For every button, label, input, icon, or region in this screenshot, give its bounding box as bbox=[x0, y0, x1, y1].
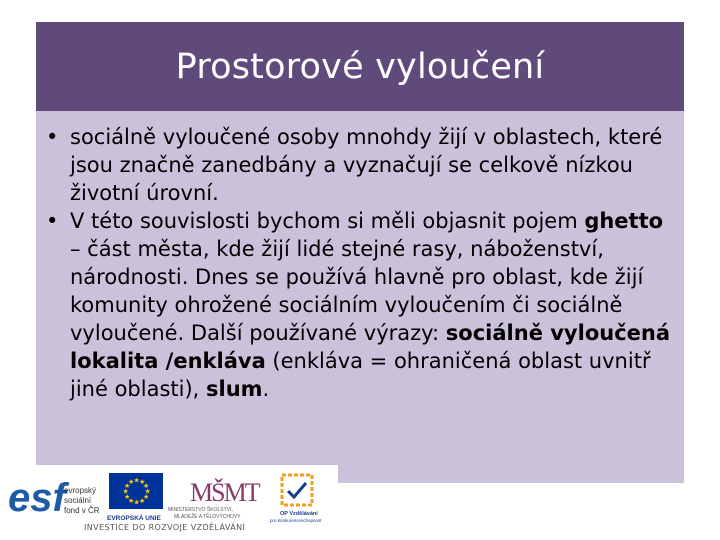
msmt-logo bbox=[168, 471, 268, 523]
eu-logo bbox=[107, 473, 167, 523]
eu-star-icon: ★ bbox=[143, 493, 150, 501]
eu-star-icon: ★ bbox=[122, 487, 129, 496]
msmt-caption-line-2: MLÁDEŽE A TĚLOVÝCHOVY bbox=[174, 514, 241, 520]
slide-title-bar bbox=[36, 22, 684, 111]
bullet-text: sociálně vyloučené osoby mnohdy žijí v oblastech, které jsou značně zanedbány a vyznačují se celkově nízkou životní úrovní. bbox=[70, 125, 663, 205]
esf-logo bbox=[8, 473, 104, 521]
esf-text-line-3: fond v ČR bbox=[64, 506, 100, 515]
eu-star-icon: ★ bbox=[123, 482, 131, 490]
op-logo bbox=[270, 473, 336, 525]
bullet-text: V této souvislosti bychom si měli objasnit pojem bbox=[70, 209, 585, 233]
bullet-text: – část města, kde žijí lidé stejné rasy, náboženství, národnosti. Dnes se používá hlavně pro oblast, kde žijí komunity ohrožené sociálním vyloučením či sociálně vyloučené. Další používané výrazy: bbox=[70, 237, 644, 345]
op-caption-line-1: OP Vzdělávání bbox=[280, 511, 318, 517]
check-icon bbox=[288, 483, 306, 497]
bullet-item bbox=[46, 123, 676, 207]
eu-star-icon: ★ bbox=[128, 497, 135, 506]
bold-term: slum bbox=[206, 377, 263, 401]
eu-star-icon: ★ bbox=[133, 476, 140, 485]
esf-text-line-1: evropský bbox=[64, 486, 97, 495]
op-caption-line-2: pro konkurenceschopnost bbox=[270, 518, 322, 523]
logo-strip bbox=[0, 465, 338, 540]
bold-term: sociálně vyloučená lokalita /enkláva bbox=[70, 321, 671, 373]
eu-star-icon: ★ bbox=[133, 498, 140, 507]
investment-slogan: INVESTICE DO ROZVOJE VZDĚLÁVÁNÍ bbox=[84, 523, 246, 532]
eu-star-icon: ★ bbox=[144, 487, 151, 496]
esf-mark: esf bbox=[8, 476, 66, 520]
op-frame bbox=[282, 475, 312, 505]
eu-star-icon: ★ bbox=[143, 482, 150, 490]
slide-title: Prostorové vyloučení bbox=[175, 46, 545, 87]
eu-star-icon: ★ bbox=[128, 477, 135, 486]
slide-content bbox=[36, 111, 684, 483]
bold-term: ghetto bbox=[584, 209, 664, 233]
bullet-text: . bbox=[262, 377, 270, 401]
eu-star-icon: ★ bbox=[139, 477, 146, 486]
bullet-text: (enkláva = ohraničená oblast uvnitř jiné oblasti), bbox=[70, 349, 651, 401]
bullet-list bbox=[46, 123, 676, 403]
bullet-item bbox=[46, 207, 676, 403]
esf-text-line-2: sociální bbox=[64, 496, 92, 505]
eu-star-icon: ★ bbox=[139, 497, 146, 506]
msmt-mark: MŠMT bbox=[190, 478, 259, 507]
msmt-caption-line-1: MINISTERSTVO ŠKOLSTVÍ, bbox=[168, 507, 233, 513]
eu-caption: EVROPSKÁ UNIE bbox=[107, 515, 161, 522]
eu-star-icon: ★ bbox=[123, 493, 131, 501]
